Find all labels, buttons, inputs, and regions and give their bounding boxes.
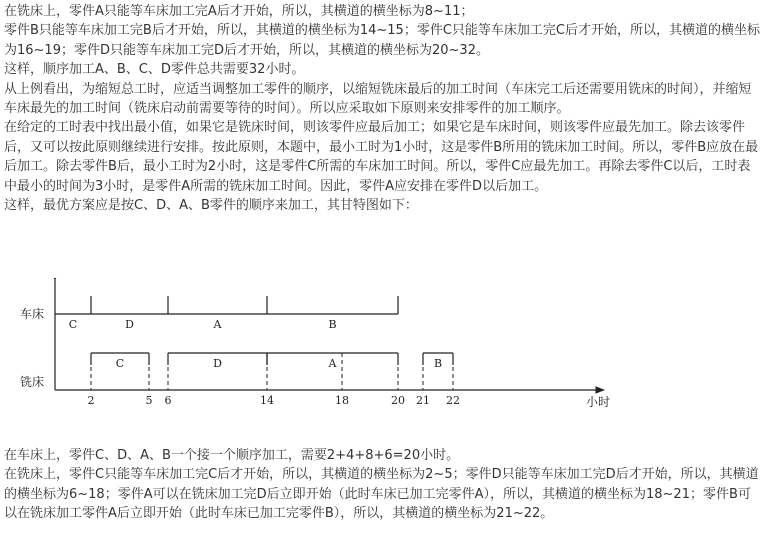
tick-label: 2 — [87, 394, 95, 407]
mill-task-label: B — [433, 357, 443, 370]
tick-label: 21 — [416, 394, 430, 407]
machine-label-lathe: 车床 — [20, 307, 45, 321]
paragraph: 这样，顺序加工A、B、C、D零件总共需要32小时。 — [4, 62, 305, 78]
lathe-task-label: A — [213, 318, 222, 331]
text-bottom — [4, 446, 762, 524]
lathe-task-label: B — [328, 318, 337, 331]
paragraph: 这样，最优方案应是按C、D、A、B零件的顺序来加工，其甘特图如下： — [4, 198, 418, 214]
mill-task-label: C — [115, 357, 125, 370]
mill-task-label: D — [213, 357, 222, 370]
tick-label: 6 — [164, 394, 172, 407]
unit-label: 小时 — [586, 395, 611, 409]
text-top — [4, 2, 762, 215]
paragraph: 零件B只能等车床加工完B后才开始，所以，其横道的横坐标为14~15；零件C只能等车床加工完C后才开始，所以，其横道的横坐标为16~19；零件D只能等车床加工完D后才开始，所以，其横道的横坐标为20~32。 — [4, 23, 760, 58]
tick-label: 20 — [391, 394, 405, 407]
tick-label: 18 — [335, 394, 349, 407]
lathe-task-label: D — [125, 318, 134, 331]
paragraph: 在铣床上，零件C只能等车床加工完C后才开始，所以，其横道的横坐标为2~5；零件D只能等车床加工完D后才开始，所以，其横道的横坐标为6~18；零件A可以在铣床加工完D后立即开始（此时车床已加工完零件A），所以，其横道的横坐标为18~21；零件B可以在铣床加工零件A后立即开始（此时车床已加工完零件B），所以，其横道的横坐标为21~22。 — [4, 467, 759, 522]
tick-label: 14 — [260, 394, 274, 407]
paragraph: 在给定的工时表中找出最小值，如果它是铣床时间，则该零件应最后加工；如果它是车床时间，则该零件应最先加工。除去该零件后，又可以按此原则继续进行安排。按此原则，本题中，最小工时为1小时，这是零件B所用的铣床加工时间。所以，零件B应放在最后加工。除去零件B后，最小工时为2小时，这是零件C所需的车床加工时间。所以，零件C应最先加工。再除去零件C以后，工时表中最小的时间为3小时，是零件A所需的铣床加工时间。因此，零件A应安排在零件D以后加工。 — [4, 120, 759, 194]
mill-task-label: A — [328, 357, 337, 370]
tick-label: 5 — [145, 394, 153, 407]
paragraph: 从上例看出，为缩短总工时，应适当调整加工零件的顺序，以缩短铣床最后的加工时间（车床完工后还需要用铣床的时间），并缩短车床最先的加工时间（铣床启动前需要等待的时间）。所以应采取如下原则来安排零件的加工顺序。 — [4, 81, 752, 117]
machine-label-mill: 铣床 — [20, 375, 45, 389]
gantt-chart — [0, 278, 766, 418]
tick-label: 22 — [446, 394, 460, 407]
paragraph: 在车床上，零件C、D、A、B一个接一个顺序加工，需要2+4+8+6=20小时。 — [4, 448, 460, 463]
paragraph: 在铣床上，零件A只能等车床加工完A后才开始，所以，其横道的横坐标为8~11； — [4, 4, 474, 19]
lathe-task-label: C — [68, 318, 78, 331]
